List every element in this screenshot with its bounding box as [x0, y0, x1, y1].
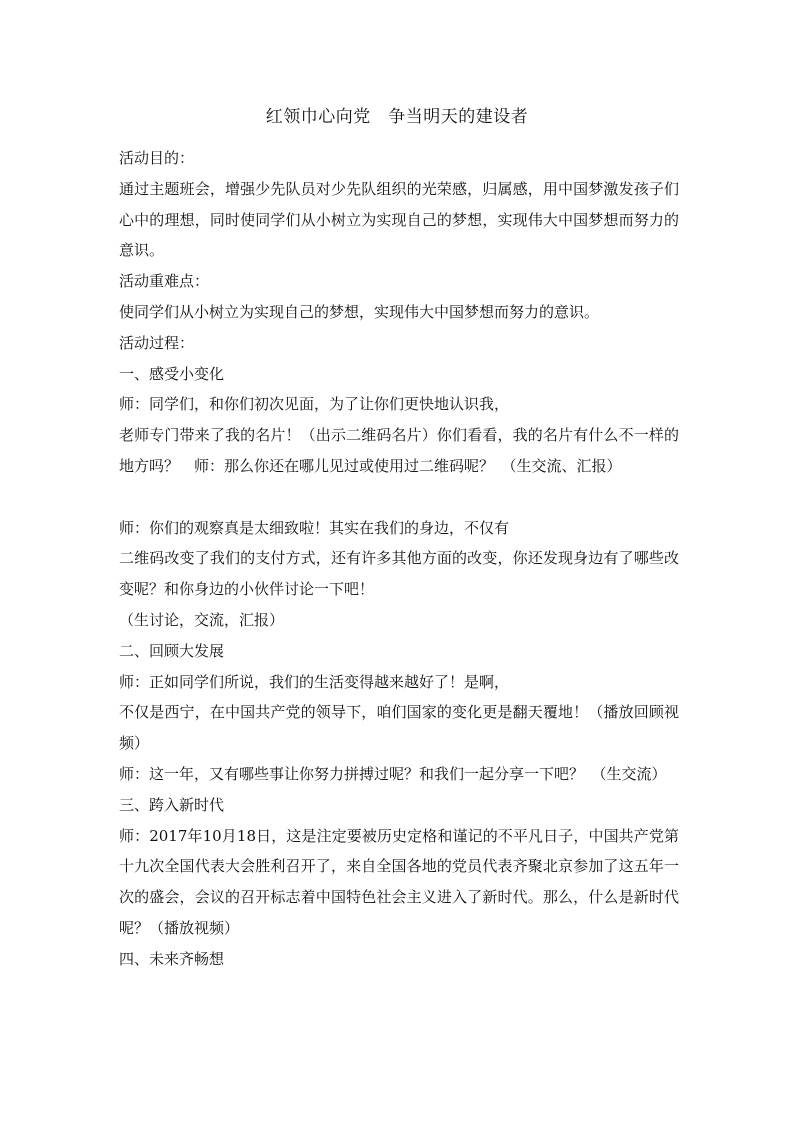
paragraph-teacher-2: 老师专门带来了我的名片！（出示二维码名片）你们看看，我的名片有什么不一样的地方吗？ 师：那么你还在哪儿见过或使用过二维码呢？ （生交流、汇报）: [119, 426, 679, 475]
paragraph-teacher-3: 师：你们的观察真是太细致啦！其实在我们的身边，不仅有: [119, 518, 510, 537]
paragraph-key-points: 使同学们从小树立为实现自己的梦想，实现伟大中国梦想而努力的意识。: [119, 302, 600, 321]
document-body: [119, 143, 679, 975]
paragraph-teacher-5: 师：正如同学们所说，我们的生活变得越来越好了！是啊，: [119, 672, 510, 691]
paragraph-heading-purpose: 活动目的：: [119, 149, 195, 167]
section-heading-2: 二、回顾大发展: [119, 641, 225, 660]
paragraph-purpose: 通过主题班会，增强少先队员对少先队组织的光荣感，归属感，用中国梦激发孩子们心中的理想，同时使同学们从小树立为实现自己的梦想，实现伟大中国梦想而努力的意识。: [119, 179, 679, 260]
paragraph-teacher-4: 二维码改变了我们的支付方式，还有许多其他方面的改变，你还发现身边有了哪些改变呢？和你身边的小伙伴讨论一下吧！: [119, 549, 679, 599]
blank-line: [119, 482, 679, 513]
section-heading-1: 一、感受小变化: [119, 364, 225, 383]
paragraph-heading-key-points: 活动重难点：: [119, 272, 210, 291]
paragraph-teacher-6: 不仅是西宁，在中国共产党的领导下，咱们国家的变化更是翻天覆地！（播放回顾视频）: [119, 703, 679, 753]
paragraph-student-discussion: （生讨论，交流，汇报）: [119, 610, 285, 629]
paragraph-teacher-7: 师：这一年，又有哪些事让你努力拼搏过呢？和我们一起分享一下吧？ （生交流）: [119, 764, 667, 783]
section-heading-4: 四、未来齐畅想: [119, 949, 225, 968]
paragraph-heading-process: 活动过程：: [119, 333, 195, 352]
paragraph-teacher-8: 师：2017年10月18日，这是注定要被历史定格和谨记的不平凡日子，中国共产党第十九次全国代表大会胜利召开了，来自全国各地的党员代表齐聚北京参加了这五年一次的盛会，会议的召开标志着中国特色社会主义进入了新时代。那么，什么是新时代呢？（播放视频）: [119, 826, 679, 937]
document-title: 红领巾心向党 争当明天的建设者: [265, 107, 529, 127]
section-heading-3: 三、跨入新时代: [119, 795, 225, 814]
paragraph-teacher-1: 师：同学们，和你们初次见面，为了让你们更快地认识我，: [119, 395, 510, 414]
